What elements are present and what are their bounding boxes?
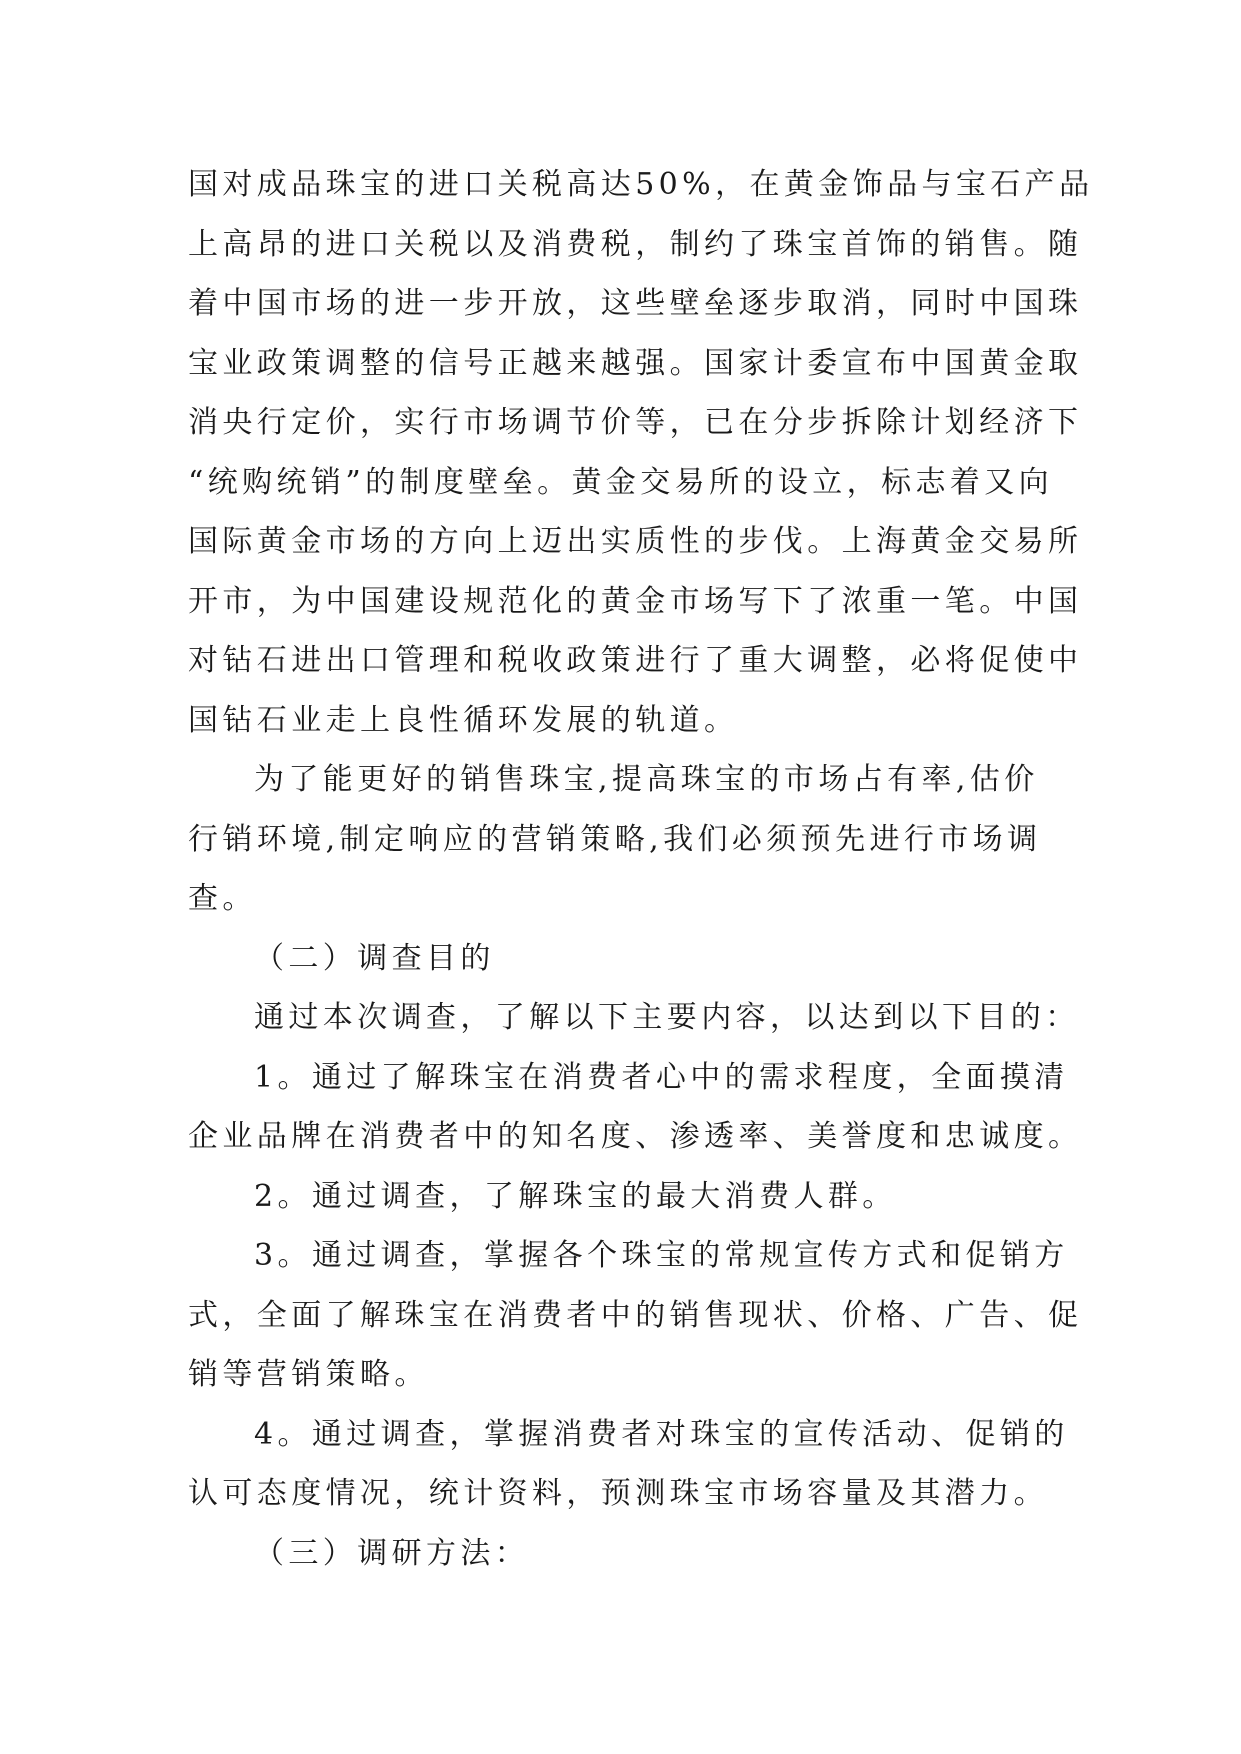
text-line: 3。通过调查，掌握各个珠宝的常规宣传方式和促销方: [254, 1238, 1069, 1273]
text-line: 销等营销策略。: [188, 1357, 429, 1392]
text-line: 国对成品珠宝的进口关税高达50%，在黄金饰品与宝石产品: [188, 167, 1094, 202]
list-item-1: [188, 1048, 1083, 1167]
paragraph-intro: 通过本次调查，了解以下主要内容，以达到以下目的：: [254, 1000, 1080, 1035]
text-line: 4。通过调查，掌握消费者对珠宝的宣传活动、促销的: [254, 1416, 1069, 1452]
text-line: 1。通过了解珠宝在消费者心中的需求程度，全面摸清: [254, 1059, 1069, 1095]
text-line: 企业品牌在消费者中的知名度、渗透率、美誉度和忠诚度。: [188, 1119, 1083, 1154]
text-line: 为了能更好的销售珠宝,提高珠宝的市场占有率,估价: [254, 762, 1039, 797]
list-item-2: [188, 1167, 1063, 1227]
paragraph-background: [188, 155, 1094, 750]
text-line: 2。通过调查，了解珠宝的最大消费人群。: [254, 1178, 897, 1214]
text-line: 对钻石进出口管理和税收政策进行了重大调整，必将促使中: [188, 643, 1083, 678]
text-line: 认可态度情况，统计资料，预测珠宝市场容量及其潜力。: [188, 1476, 1048, 1511]
text-line: 式，全面了解珠宝在消费者中的销售现状、价格、广告、促: [188, 1297, 1083, 1333]
text-line: 查。: [188, 881, 257, 916]
text-line: “统购统销”的制度壁垒。黄金交易所的设立，标志着又向: [188, 464, 1054, 500]
list-item-3: [188, 1226, 1083, 1405]
text-line: 着中国市场的进一步开放，这些壁垒逐步取消，同时中国珠: [188, 286, 1083, 321]
document-body: [188, 155, 1094, 1583]
paragraph-purpose-intro: [188, 750, 1063, 929]
list-item-4: [188, 1405, 1069, 1524]
text-line: 行销环境,制定响应的营销策略,我们必须预先进行市场调: [188, 821, 1042, 857]
text-line: 宝业政策调整的信号正越来越强。国家计委宣布中国黄金取: [188, 345, 1083, 381]
text-line: 国钻石业走上良性循环发展的轨道。: [188, 702, 739, 738]
text-line: 上高昂的进口关税以及消费税，制约了珠宝首饰的销售。随: [188, 226, 1083, 262]
text-line: 开市，为中国建设规范化的黄金市场写下了浓重一笔。中国: [188, 583, 1083, 619]
text-line: 国际黄金市场的方向上迈出实质性的步伐。上海黄金交易所: [188, 524, 1083, 559]
section-heading-purpose: （二）调查目的: [254, 940, 495, 976]
section-heading-method: （三）调研方法：: [254, 1535, 530, 1571]
text-line: 消央行定价，实行市场调节价等，已在分步拆除计划经济下: [188, 405, 1083, 440]
